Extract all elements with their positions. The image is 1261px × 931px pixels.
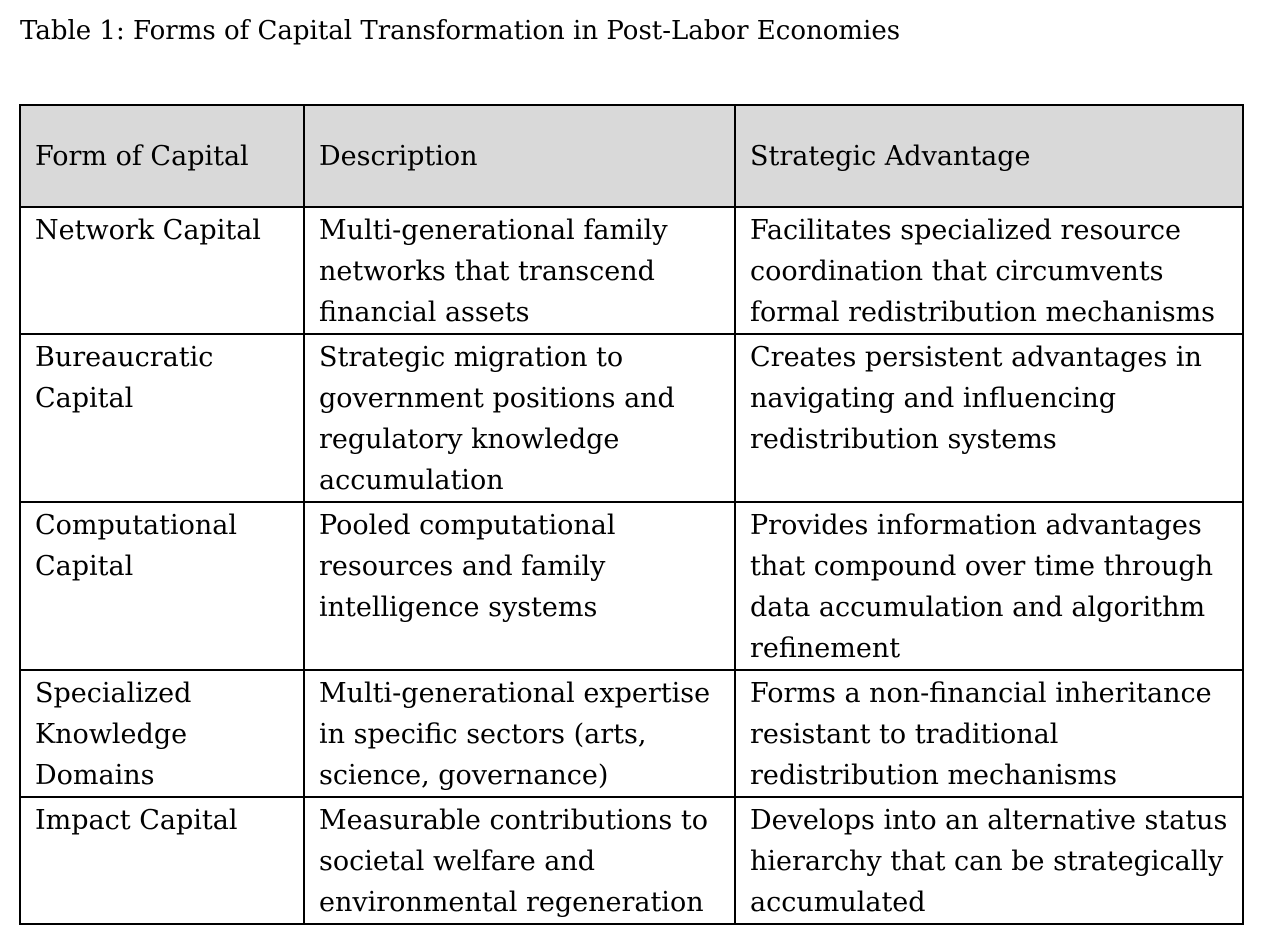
cell-description: Multi-generational expertise in specific sectors (arts, science, governance) bbox=[304, 670, 735, 797]
header-strategic-advantage: Strategic Advantage bbox=[735, 105, 1243, 207]
cell-advantage: Provides information advantages that compound over time through data accumulation and algorithm refinement bbox=[735, 502, 1243, 670]
table-row bbox=[20, 797, 1243, 924]
table-row bbox=[20, 670, 1243, 797]
table-header bbox=[20, 105, 1243, 207]
cell-advantage: Develops into an alternative status hierarchy that can be strategically accumulated bbox=[735, 797, 1243, 924]
cell-description: Multi-generational family networks that transcend financial assets bbox=[304, 207, 735, 334]
table-caption: Table 1: Forms of Capital Transformation in Post-Labor Economies bbox=[20, 16, 901, 46]
header-description: Description bbox=[304, 105, 735, 207]
table-row bbox=[20, 207, 1243, 334]
cell-form: Network Capital bbox=[20, 207, 304, 334]
cell-advantage: Creates persistent advantages in navigating and influencing redistribution systems bbox=[735, 334, 1243, 502]
cell-form: Impact Capital bbox=[20, 797, 304, 924]
cell-description: Pooled computational resources and family intelligence systems bbox=[304, 502, 735, 670]
cell-form: Computational Capital bbox=[20, 502, 304, 670]
capital-forms-table bbox=[19, 104, 1244, 925]
cell-form: Bureaucratic Capital bbox=[20, 334, 304, 502]
cell-advantage: Facilitates specialized resource coordination that circumvents formal redistribution mechanisms bbox=[735, 207, 1243, 334]
cell-description: Measurable contributions to societal welfare and environmental regeneration bbox=[304, 797, 735, 924]
header-row bbox=[20, 105, 1243, 207]
cell-advantage: Forms a non-financial inheritance resistant to traditional redistribution mechanisms bbox=[735, 670, 1243, 797]
table-row bbox=[20, 502, 1243, 670]
table-row bbox=[20, 334, 1243, 502]
header-form-of-capital: Form of Capital bbox=[20, 105, 304, 207]
cell-description: Strategic migration to government positions and regulatory knowledge accumulation bbox=[304, 334, 735, 502]
cell-form: Specialized Knowledge Domains bbox=[20, 670, 304, 797]
table-body bbox=[20, 207, 1243, 924]
